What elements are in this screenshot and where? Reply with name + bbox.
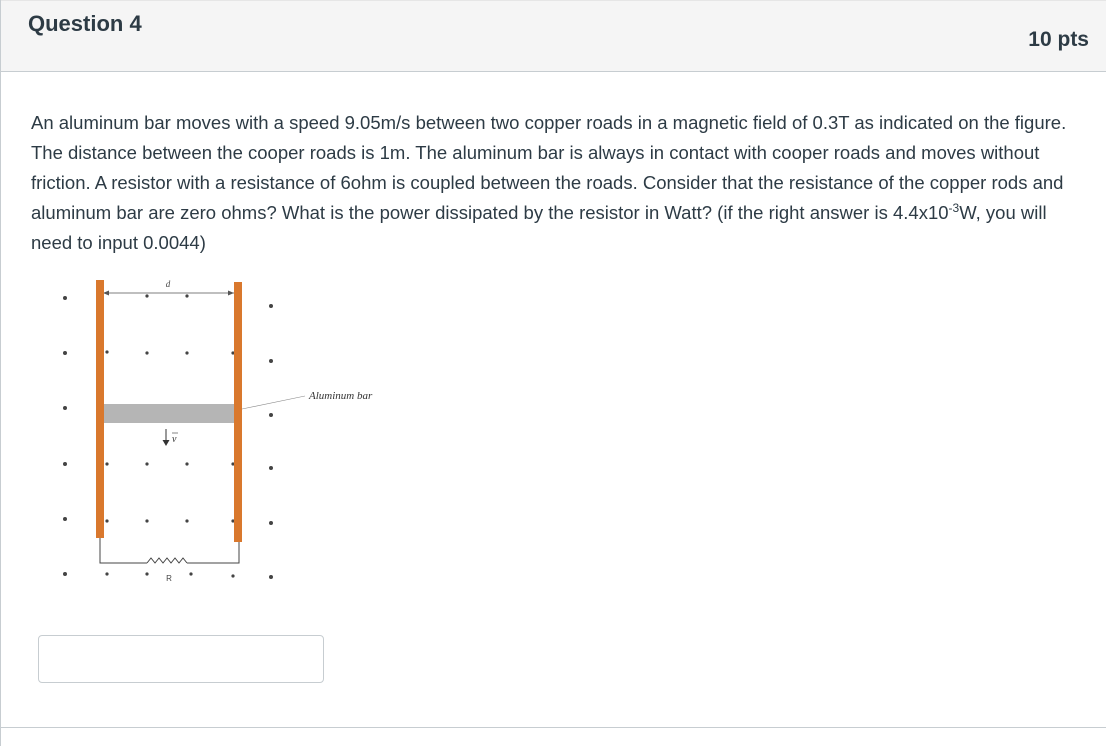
left-copper-rod: [96, 280, 104, 538]
circuit-diagram: [51, 272, 401, 592]
aluminum-bar-leader: [242, 396, 305, 409]
bottom-wire-right: [187, 537, 239, 563]
question-title: Question 4: [28, 11, 142, 36]
distance-label: d: [165, 279, 171, 289]
question-text-tail: W, you will need to input 0.0044): [31, 202, 1047, 253]
velocity-arrow-head: [163, 440, 170, 446]
circuit-figure: [51, 272, 401, 592]
distance-arrow-right-head: [228, 291, 234, 296]
aluminum-bar-label: Aluminum bar: [309, 390, 373, 402]
question-text: [31, 108, 1091, 258]
question-header: [1, 0, 1106, 72]
aluminum-bar: [104, 404, 234, 423]
answer-input[interactable]: [38, 635, 324, 683]
question-text-main: An aluminum bar moves with a speed 9.05m/s between two copper roads in a magnetic field of 0.3T as indicated on the figure. The distance between the cooper roads is 1m. The aluminum bar is always in contact with cooper roads and moves without friction. A resistor with a resistance of 6ohm is coupled between the roads. Consider that the resistance of the copper rods and aluminum bar are zero ohms? What is the power dissipated by the resistor in Watt? (if the right answer is 4.4x10: [31, 112, 1067, 223]
right-copper-rod: [234, 282, 242, 542]
question-footer-divider: [1, 727, 1106, 728]
resistor-symbol: [147, 558, 187, 563]
question-text-exponent: -3: [948, 200, 960, 215]
velocity-label: v: [172, 434, 177, 445]
bottom-wire-left: [100, 535, 147, 563]
question-points: 10 pts: [1028, 28, 1089, 51]
resistor-label: R: [166, 574, 172, 583]
